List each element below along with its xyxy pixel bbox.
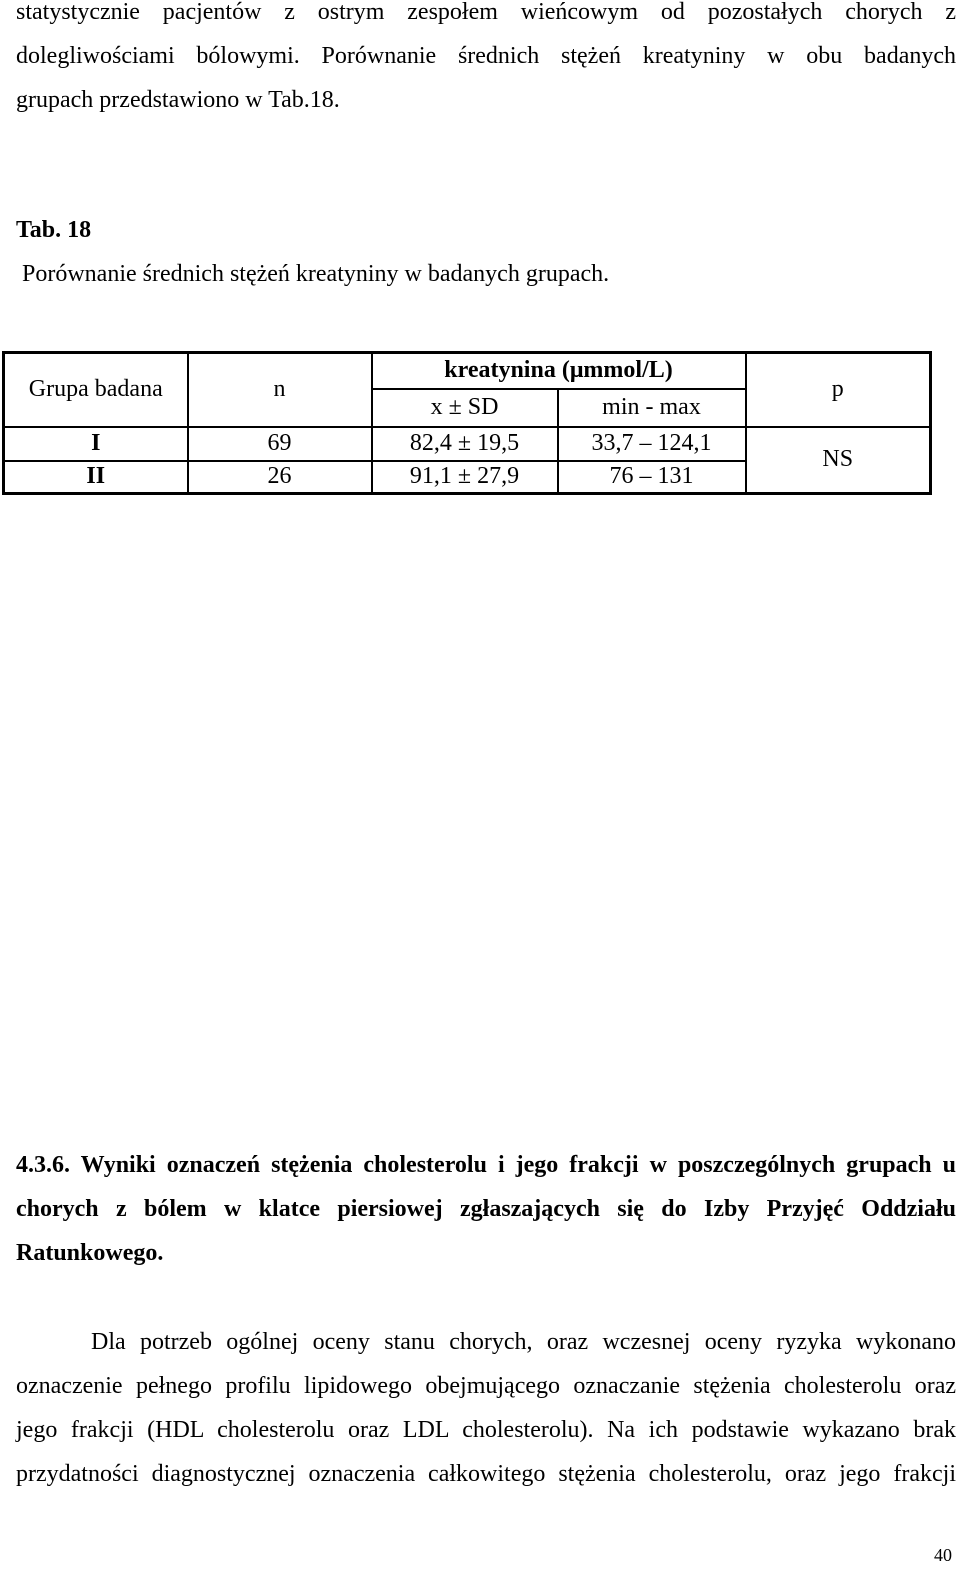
intro-paragraph bbox=[16, 0, 956, 122]
header-min-max: min - max bbox=[558, 389, 746, 427]
cell-min-max: 33,7 – 124,1 bbox=[558, 427, 746, 461]
intro-line: grupach przedstawiono w Tab.18. bbox=[16, 87, 340, 113]
body-paragraph bbox=[16, 1320, 956, 1496]
cell-n: 69 bbox=[188, 427, 372, 461]
intro-line: dolegliwościami bólowymi. Porównanie średnich stężeń kreatyniny w obu badanych bbox=[16, 43, 956, 69]
table-header-row bbox=[4, 353, 931, 389]
table-row bbox=[4, 427, 931, 461]
intro-line: statystycznie pacjentów z ostrym zespołem wieńcowym od pozostałych chorych z bbox=[16, 0, 956, 25]
cell-min-max: 76 – 131 bbox=[558, 461, 746, 494]
section-heading-line: 4.3.6. Wyniki oznaczeń stężenia cholesterolu i jego frakcji w poszczególnych grupach u bbox=[16, 1152, 956, 1178]
cell-group: I bbox=[4, 427, 188, 461]
cell-mean-sd: 82,4 ± 19,5 bbox=[372, 427, 558, 461]
header-p: p bbox=[831, 376, 844, 403]
section-heading-line: chorych z bólem w klatce piersiowej zgłaszających się do Izby Przyjęć Oddziału bbox=[16, 1196, 956, 1222]
page-number: 40 bbox=[934, 1545, 952, 1565]
section-heading-line: Ratunkowego. bbox=[16, 1240, 164, 1266]
section-heading bbox=[16, 1143, 956, 1275]
table-number: Tab. 18 bbox=[16, 217, 92, 243]
body-line: jego frakcji (HDL cholesterolu oraz LDL cholesterolu). Na ich podstawie wykazano brak bbox=[16, 1417, 956, 1443]
cell-group: II bbox=[4, 461, 188, 494]
table-caption: Porównanie średnich stężeń kreatyniny w badanych grupach. bbox=[22, 261, 610, 287]
cell-n: 26 bbox=[188, 461, 372, 494]
header-mean-sd: x ± SD bbox=[372, 389, 558, 427]
body-line: oznaczenie pełnego profilu lipidowego obejmującego oznaczanie stężenia cholesterolu oraz bbox=[16, 1373, 956, 1399]
header-creatinine: kreatynina (μmmol/L) bbox=[372, 353, 746, 389]
creatinine-table bbox=[2, 351, 932, 495]
body-line: Dla potrzeb ogólnej oceny stanu chorych, oraz wczesnej oceny ryzyka wykonano bbox=[91, 1329, 956, 1355]
header-n: n bbox=[188, 353, 372, 427]
cell-p-value: NS bbox=[822, 446, 854, 473]
cell-mean-sd: 91,1 ± 27,9 bbox=[372, 461, 558, 494]
body-line: przydatności diagnostycznej oznaczenia całkowitego stężenia cholesterolu, oraz jego frakcji bbox=[16, 1461, 956, 1487]
header-group: Grupa badana bbox=[4, 353, 188, 427]
